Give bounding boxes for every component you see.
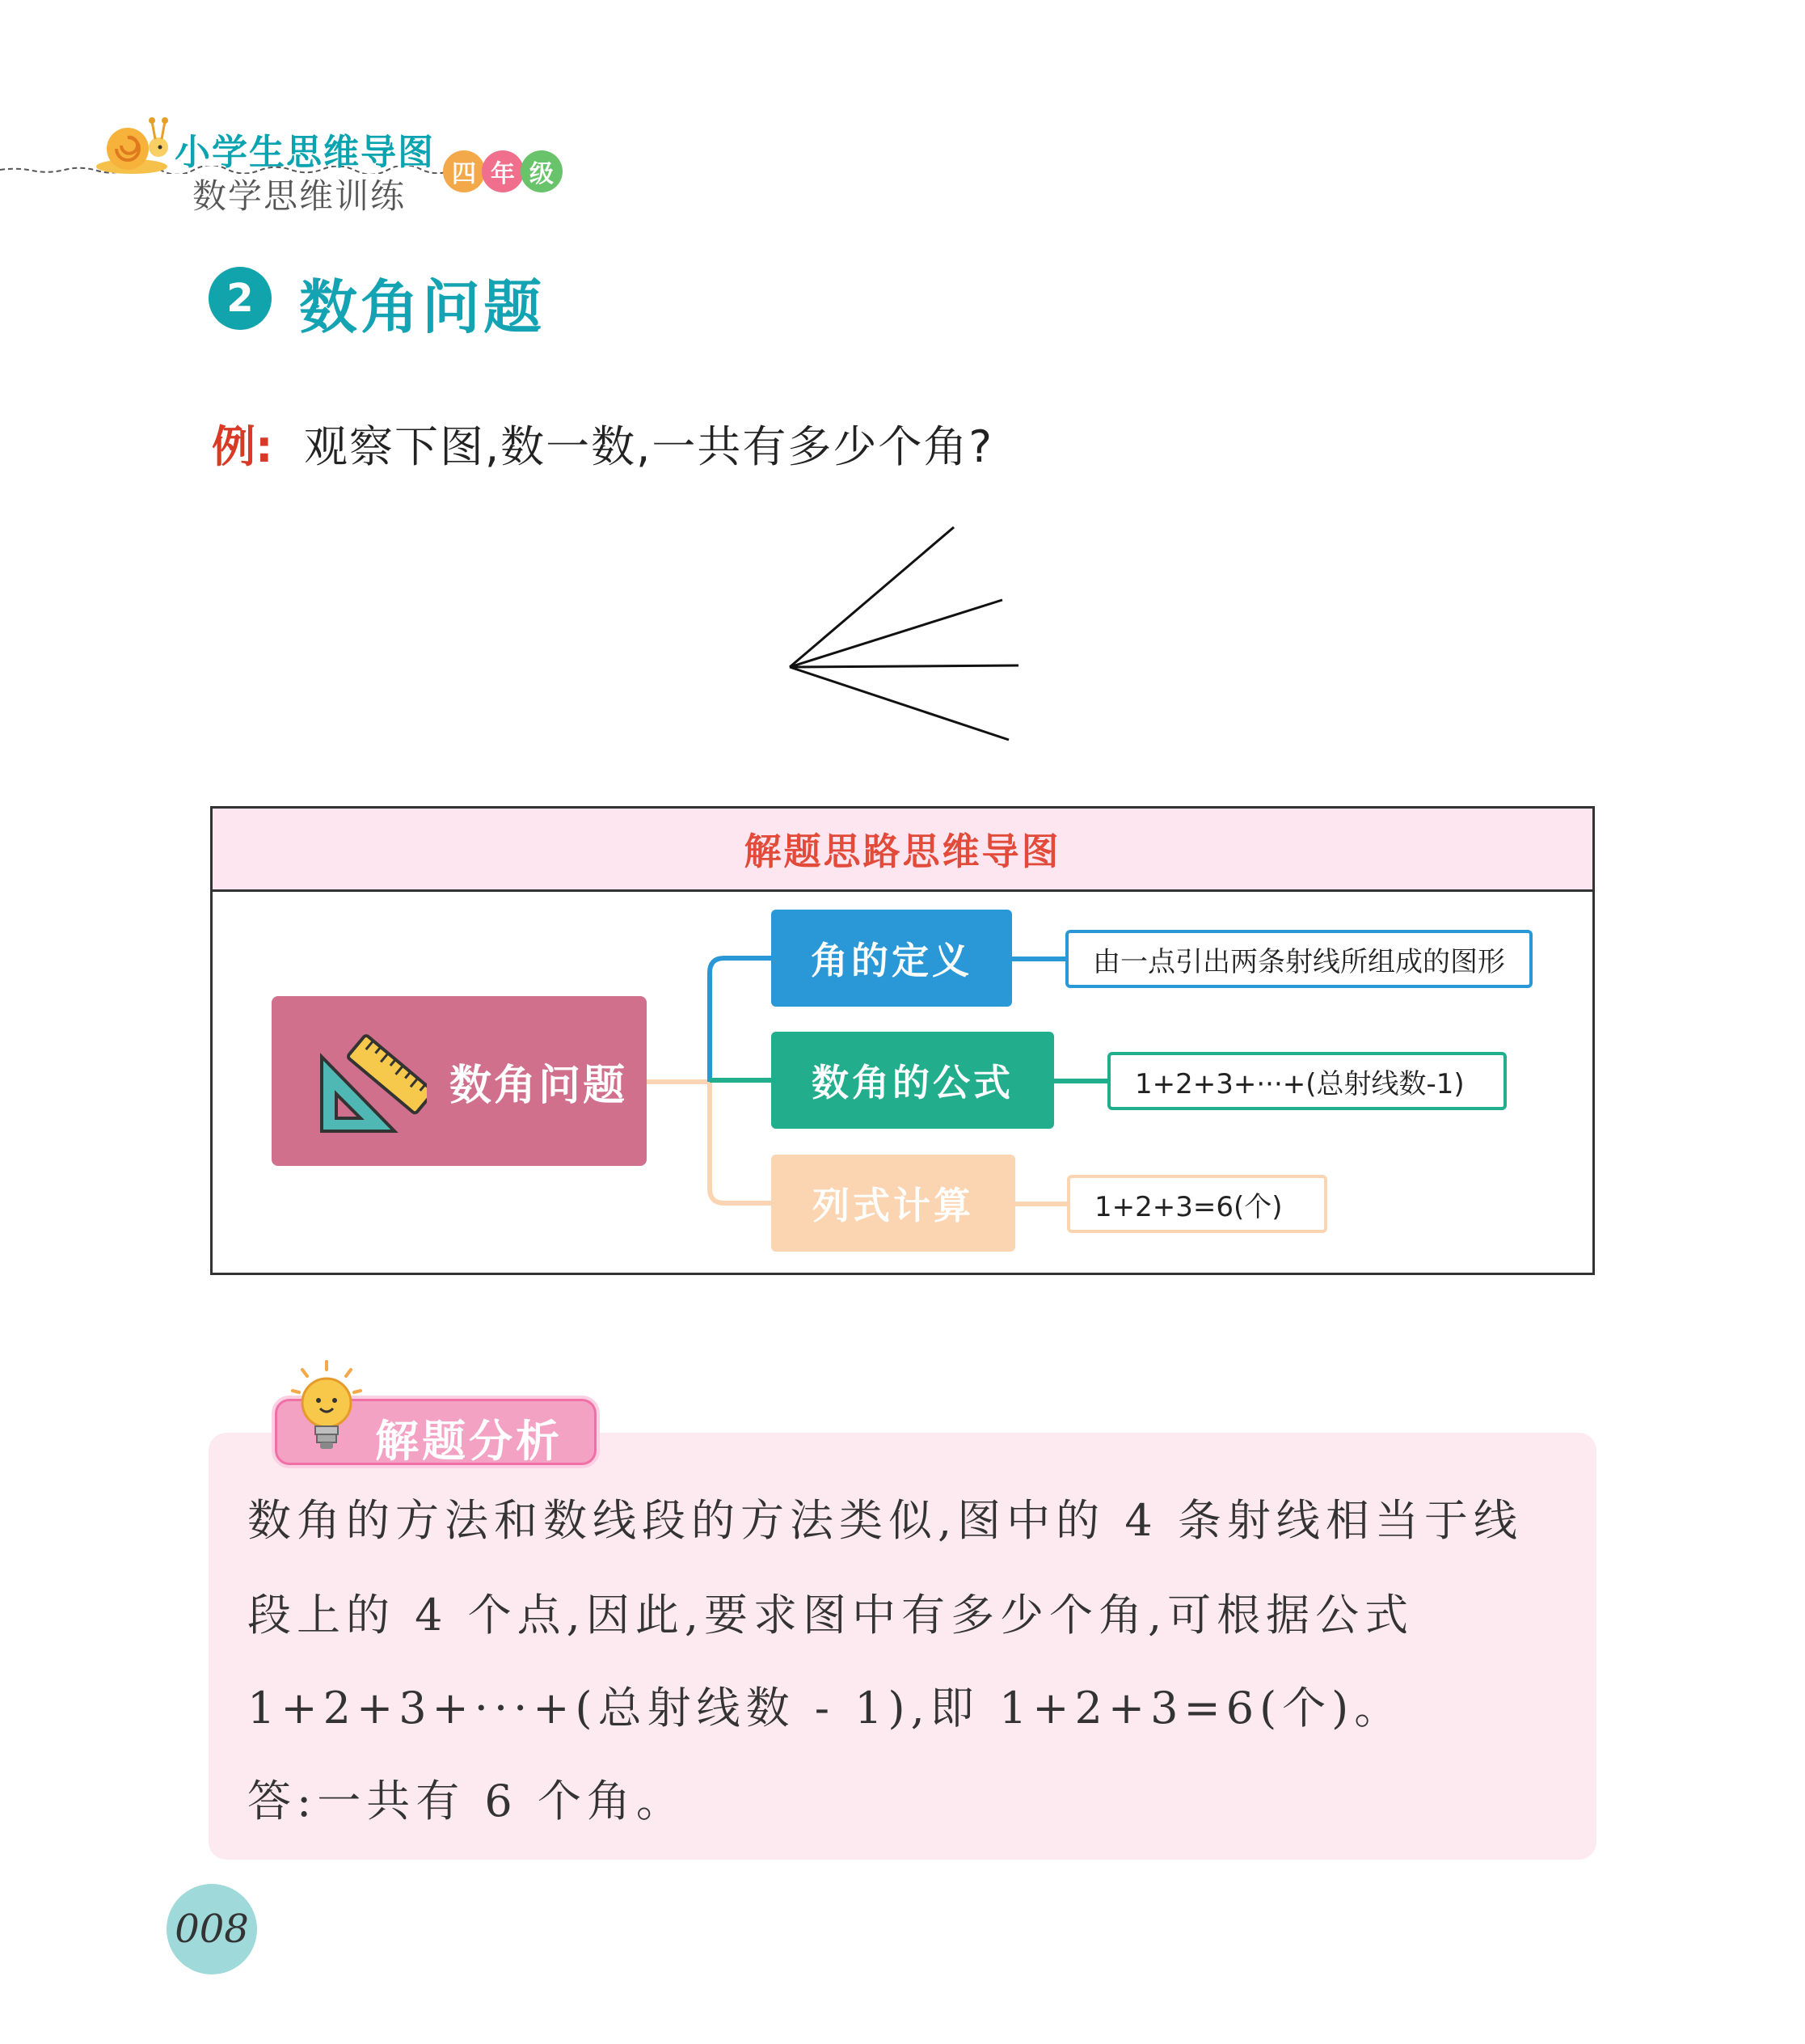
grade-badge-3: 级 xyxy=(521,150,563,192)
branch-node-definition: 角的定义 xyxy=(771,910,1012,1007)
ray-1 xyxy=(790,527,954,667)
grade-badge-2: 年 xyxy=(482,150,524,192)
ray-2 xyxy=(790,600,1002,667)
ray-4 xyxy=(790,667,1009,740)
ray-3 xyxy=(790,665,1018,667)
example-question: 观察下图,数一数,一共有多少个角? xyxy=(304,421,993,472)
analysis-line-2: 段上的 4 个点,因此,要求图中有多少个角,可根据公式 xyxy=(247,1590,1415,1641)
leaf-formula xyxy=(1107,1052,1507,1110)
example-label: 例: xyxy=(212,421,273,472)
section-title: 数角问题 xyxy=(299,273,546,341)
series-title: 小学生思维导图 xyxy=(175,132,435,173)
branch-node-calculation: 列式计算 xyxy=(771,1155,1015,1252)
leaf-formula-text: 1+2+3+···+(总射线数-1) xyxy=(1135,1067,1465,1100)
section-number-badge: 2 xyxy=(209,267,272,330)
mindmap-root-label: 数角问题 xyxy=(449,1061,628,1110)
leaf-calculation xyxy=(1067,1175,1327,1233)
mindmap-heading-bar xyxy=(213,809,1592,892)
series-subtitle: 数学思维训练 xyxy=(192,176,407,216)
mindmap-root-node xyxy=(272,996,647,1166)
branch-node-formula: 数角的公式 xyxy=(771,1032,1054,1129)
rays-figure xyxy=(776,517,1035,752)
answer-line: 答:一共有 6 个角。 xyxy=(247,1776,685,1827)
leaf-calculation-text: 1+2+3=6(个) xyxy=(1094,1190,1283,1223)
page-number: 008 xyxy=(167,1884,257,1974)
analysis-line-3: 1+2+3+···+(总射线数 - 1),即 1+2+3=6(个)。 xyxy=(247,1683,1404,1734)
mindmap-heading: 解题思路思维导图 xyxy=(744,830,1061,873)
analysis-line-1: 数角的方法和数线段的方法类似,图中的 4 条射线相当于线 xyxy=(247,1495,1523,1546)
lightbulb-icon xyxy=(286,1358,367,1463)
ruler-triangle-icon xyxy=(314,1024,427,1138)
analysis-tab-label: 解题分析 xyxy=(375,1416,563,1467)
leaf-definition-text: 由一点引出两条射线所组成的图形 xyxy=(1093,945,1505,978)
snail-icon xyxy=(95,113,172,178)
leaf-definition xyxy=(1065,930,1533,988)
grade-badge-1: 四 xyxy=(443,150,485,192)
